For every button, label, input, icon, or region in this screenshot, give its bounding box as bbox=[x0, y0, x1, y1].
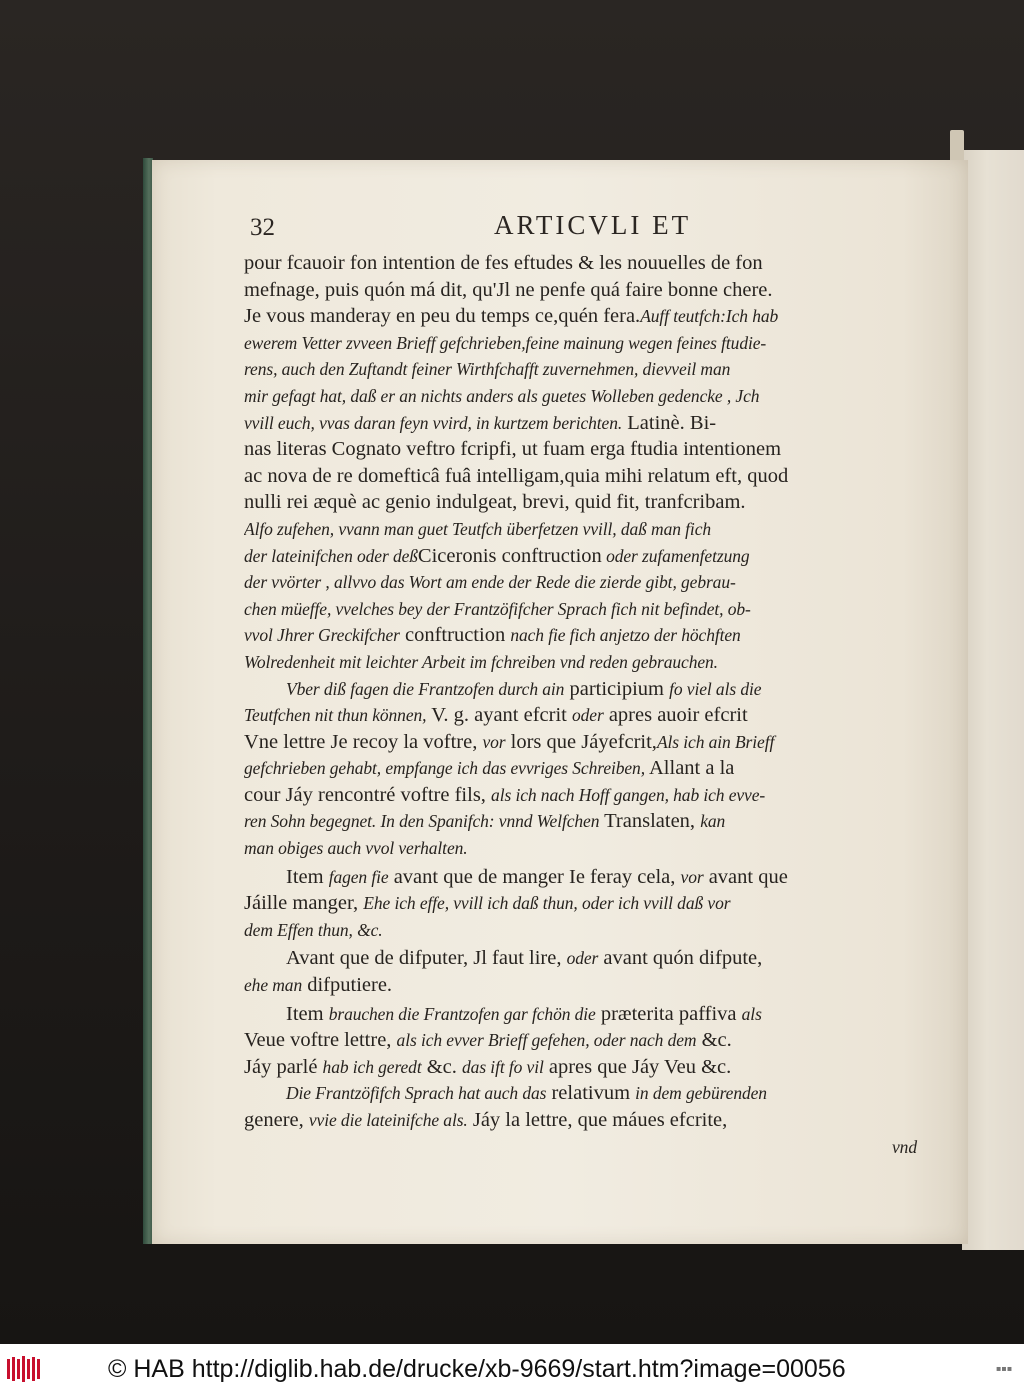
roman-segment: Translaten, bbox=[599, 810, 701, 833]
italic-segment: Als ich ain Brieff bbox=[656, 731, 775, 752]
text-line bbox=[244, 516, 938, 543]
roman-segment: V. g. ayant efcrit bbox=[426, 704, 572, 727]
italic-segment: rens, auch den Zuftandt feiner Wirthfchafft zuvernehmen, dievveil man bbox=[244, 359, 731, 380]
text-line bbox=[244, 463, 938, 490]
roman-segment: Ciceronis conftruction bbox=[417, 544, 602, 567]
copyright-url[interactable]: © HAB http://diglib.hab.de/drucke/xb-9669/start.htm?image=00056 bbox=[108, 1355, 846, 1383]
italic-segment: vnd bbox=[892, 1136, 917, 1157]
text-line bbox=[244, 383, 938, 410]
page-number: 32 bbox=[250, 214, 275, 241]
corner-mark: ▪▪▪ bbox=[996, 1364, 1013, 1373]
roman-segment: Vne lettre Je recoy la voftre, bbox=[244, 730, 483, 753]
roman-segment: &c. bbox=[696, 1029, 732, 1052]
italic-segment: chen müeffe, vvelches bey der Frantzöfifcher Sprach fich nit befindet, ob- bbox=[244, 598, 751, 619]
text-line bbox=[244, 622, 938, 649]
italic-segment: ewerem Vetter zvveen Brieff gefchrieben,feine mainung wegen feines ftudie- bbox=[244, 332, 767, 353]
italic-segment: das ift fo vil bbox=[462, 1056, 544, 1077]
italic-segment: vvill euch, vvas daran feyn vvird, in kurtzem berichten. bbox=[244, 412, 623, 433]
italic-segment: Teutfchen nit thun können, bbox=[244, 705, 427, 726]
text-line bbox=[244, 1001, 938, 1028]
facing-page-edge bbox=[962, 150, 1024, 1250]
italic-segment: gefchrieben gehabt, empfange ich das evvriges Schreiben, bbox=[244, 758, 645, 779]
catchword bbox=[244, 1134, 938, 1161]
page-text-block bbox=[244, 250, 938, 1160]
italic-segment: ren Sohn begegnet. In den Spanifch: vnnd Welfchen bbox=[244, 811, 600, 832]
text-line bbox=[244, 303, 938, 330]
roman-segment: lors que Jáyefcrit, bbox=[505, 730, 657, 753]
roman-segment: Jáille manger, bbox=[244, 892, 364, 915]
text-line bbox=[244, 330, 938, 357]
text-line bbox=[244, 890, 938, 917]
running-head: ARTICVLI ET bbox=[494, 210, 692, 240]
roman-segment: nas literas Cognato veftro fcripfi, ut fuam erga ftudia intentionem bbox=[244, 438, 782, 461]
text-line bbox=[244, 808, 938, 835]
text-line bbox=[244, 436, 938, 463]
italic-segment: fo viel als die bbox=[669, 678, 762, 699]
roman-segment: &c. bbox=[421, 1055, 463, 1078]
text-line bbox=[244, 596, 938, 623]
italic-segment: hab ich geredt bbox=[322, 1056, 422, 1077]
roman-segment: ac nova de re domefticâ fuâ intelligam,quia mihi relatum eft, quod bbox=[244, 464, 789, 487]
italic-segment: Wolredenheit mit leichter Arbeit im fchreiben vnd reden gebrauchen. bbox=[244, 651, 718, 672]
italic-segment: oder zufamenfetzung bbox=[601, 545, 750, 566]
roman-segment: avant que de manger Ie feray cela, bbox=[388, 865, 681, 888]
italic-segment: oder bbox=[572, 705, 604, 726]
text-line bbox=[244, 649, 938, 676]
italic-segment: oder bbox=[566, 948, 599, 969]
text-line bbox=[244, 702, 938, 729]
italic-segment: Alfo zufehen, vvann man guet Teutfch überfetzen vvill, daß man fich bbox=[244, 518, 712, 539]
roman-segment: præterita paffiva bbox=[595, 1002, 742, 1025]
roman-segment: cour Jáy rencontré voftre fils, bbox=[244, 783, 492, 806]
text-line bbox=[244, 1080, 938, 1107]
roman-segment: avant quón difpute, bbox=[598, 947, 763, 970]
text-line bbox=[244, 676, 938, 703]
roman-segment: Avant que de difputer, Jl faut lire, bbox=[286, 947, 567, 970]
text-line bbox=[244, 945, 938, 972]
text-line bbox=[244, 1027, 938, 1054]
italic-segment: fagen fie bbox=[328, 866, 389, 887]
italic-segment: vor bbox=[482, 731, 506, 752]
roman-segment: avant que bbox=[703, 865, 788, 888]
roman-segment: Jáy parlé bbox=[244, 1055, 323, 1078]
text-line bbox=[244, 250, 938, 277]
roman-segment: apres que Jáy Veu &c. bbox=[543, 1055, 732, 1078]
italic-segment: nach fie fich anjetzo der höchften bbox=[510, 625, 741, 646]
italic-segment: der vvörter , allvvo das Wort am ende der Rede die zierde gibt, gebrau- bbox=[244, 572, 736, 593]
text-line bbox=[244, 277, 938, 304]
italic-segment: man obiges auch vvol verhalten. bbox=[244, 838, 468, 859]
roman-segment: relativum bbox=[546, 1082, 636, 1105]
italic-segment: kan bbox=[700, 811, 726, 832]
text-line bbox=[244, 410, 938, 437]
roman-segment: apres auoir efcrit bbox=[603, 704, 748, 727]
hab-logo-icon bbox=[6, 1355, 42, 1383]
italic-segment: der lateinifchen oder deß bbox=[244, 545, 418, 566]
italic-segment: Ehe ich effe, vvill ich daß thun, oder ich vvill daß vor bbox=[363, 893, 731, 914]
roman-segment: genere, bbox=[244, 1109, 309, 1131]
roman-segment: difputiere. bbox=[302, 974, 393, 997]
roman-segment: conftruction bbox=[399, 624, 511, 647]
text-line bbox=[244, 1054, 938, 1081]
text-line bbox=[244, 489, 938, 516]
italic-segment: als ich evver Brieff gefehen, oder nach dem bbox=[396, 1030, 697, 1051]
italic-segment: ehe man bbox=[244, 975, 303, 996]
italic-segment: vor bbox=[680, 866, 704, 887]
text-line bbox=[244, 1107, 938, 1134]
italic-segment: Vber diß fagen die Frantzofen durch ain bbox=[286, 678, 565, 699]
italic-segment: Auff teutfch:Ich hab bbox=[640, 306, 779, 327]
italic-segment: als ich nach Hoff gangen, hab ich evve- bbox=[491, 784, 766, 805]
roman-segment: Latinè. Bi- bbox=[622, 411, 717, 434]
roman-segment: Jáy la lettre, que máues efcrite, bbox=[467, 1109, 728, 1131]
italic-segment: vvie die lateinifche als. bbox=[308, 1110, 468, 1130]
roman-segment: pour fcauoir fon intention de fes eftudes & les nouuelles de fon bbox=[244, 252, 763, 274]
italic-segment: mir gefagt hat, daß er an nichts anders als guetes Wolleben gedencke , Jch bbox=[244, 385, 760, 406]
italic-segment: brauchen die Frantzofen gar fchön die bbox=[328, 1003, 596, 1024]
italic-segment: Die Frantzöfifch Sprach hat auch das bbox=[286, 1083, 547, 1104]
text-line bbox=[244, 755, 938, 782]
italic-segment: vvol Jhrer Greckifcher bbox=[244, 625, 400, 646]
text-line bbox=[244, 782, 938, 809]
italic-segment: als bbox=[741, 1003, 762, 1024]
text-line bbox=[244, 917, 938, 944]
italic-segment: dem Effen thun, &c. bbox=[244, 919, 383, 940]
roman-segment: Item bbox=[286, 1002, 329, 1025]
text-line bbox=[244, 356, 938, 383]
text-line bbox=[244, 835, 938, 862]
roman-segment: nulli rei æquè ac genio indulgeat, brevi, quid fit, tranfcribam. bbox=[244, 491, 746, 514]
text-line bbox=[244, 543, 938, 570]
roman-segment: Veue voftre lettre, bbox=[244, 1029, 397, 1052]
text-line bbox=[244, 972, 938, 999]
roman-segment: Allant a la bbox=[645, 757, 735, 780]
text-line bbox=[244, 864, 938, 891]
text-line bbox=[244, 729, 938, 756]
roman-segment: mefnage, puis quón má dit, qu'Jl ne penfe quá faire bonne chere. bbox=[244, 278, 773, 301]
roman-segment: participium bbox=[564, 677, 670, 700]
text-line bbox=[244, 569, 938, 596]
roman-segment: Je vous manderay en peu du temps ce,quén fera. bbox=[244, 305, 641, 328]
roman-segment: Item bbox=[286, 865, 329, 888]
italic-segment: in dem gebürenden bbox=[635, 1083, 767, 1104]
